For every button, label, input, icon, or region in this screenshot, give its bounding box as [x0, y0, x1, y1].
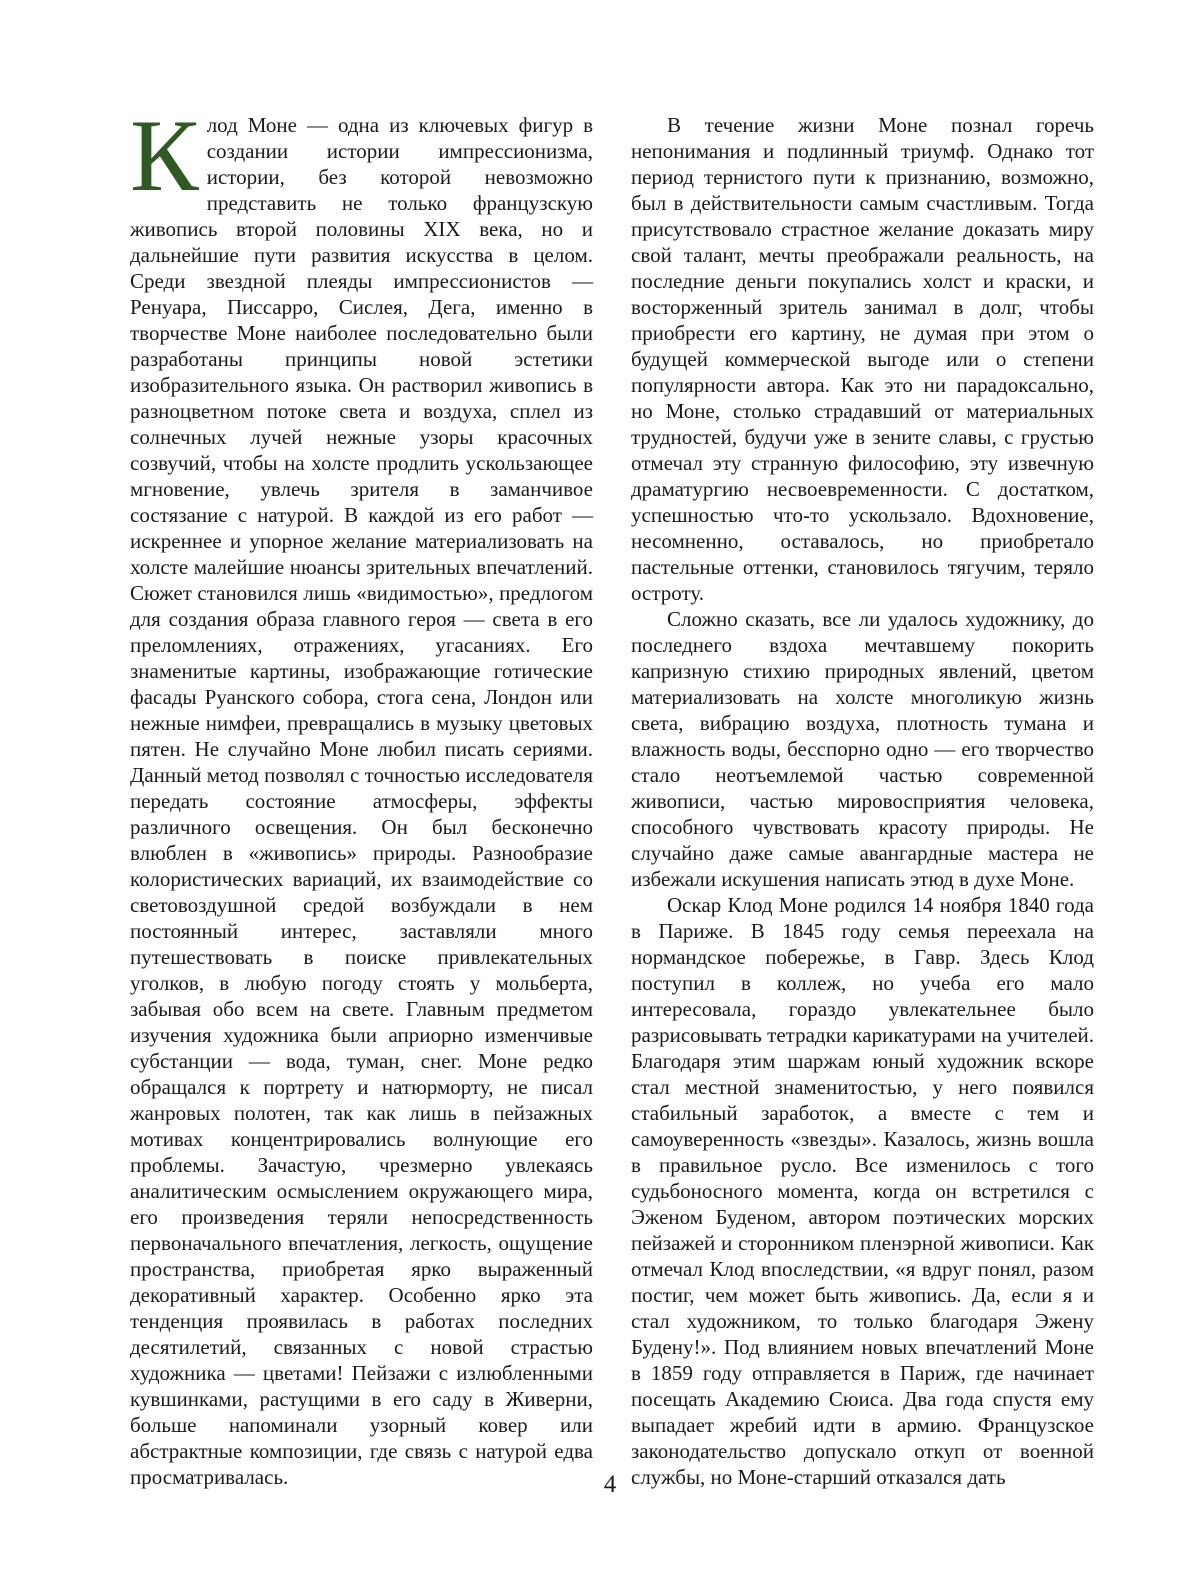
paragraph-biography: Оскар Клод Моне родился 14 ноября 1840 года в Париже. В 1845 году семья переехала на нормандское побережье, в Гавр. Здесь Клод поступил в коллеж, но учеба его мало интересовала, гораздо увлекательнее было разрисовывать тетрадки карикатурами на учителей. Благодаря этим шаржам юный художник вскоре стал местной знаменитостью, у него появился стабильный заработок, а вместе с тем и самоуверенность «звезды». Казалось, жизнь вошла в правильное русло. Все изменилось с того судьбоносного момента, когда он встретился с Эженом Буденом, автором поэтических морских пейзажей и сторонником пленэрной живописи. Как отмечал Клод впоследствии, «я вдруг понял, разом постиг, чем может быть живопись. Да, если я и стал художником, то только благодаря Эжену Будену!». Под влиянием новых впечатлений Моне в 1859 году отправляется в Париж, где начинает посещать Академию Сюиса. Два года спустя ему выпадает жребий идти в армию. Французское законодательство допускало откуп от военной службы, но Моне-старший отказался дать — [631, 893, 1094, 1489]
paragraph-legacy: Сложно сказать, все ли удалось художнику, до последнего вздоха мечтавшему покорить капризную стихию природных явлений, цветом материализовать на холсте многоликую жизнь света, вибрацию воздуха, плотность тумана и влажность воды, бесспорно одно — его творчество стало неотъемлемой частью современной живописи, частью мировосприятия человека, способного чувствовать красоту природы. Не случайно даже самые авангардные мастера не избежали искушения написать этюд в духе Моне. — [631, 607, 1094, 891]
left-column — [130, 99, 593, 1490]
page-number: 4 — [603, 1471, 617, 1498]
intro-paragraph-text: лод Моне — одна из ключевых фигур в создании истории импрессионизма, истории, без которой невозможно представить не только французскую живопись второй половины XIX века, но и дальнейшие пути развития искусства в целом. Среди звездной плеяды импрессионистов — Ренуара, Писсарро, Сислея, Дега, именно в творчестве Моне наиболее последовательно были разработаны принципы новой эстетики изобразительного языка. Он растворил живопись в разноцветном потоке света и воздуха, сплел из солнечных лучей нежные узоры красочных созвучий, чтобы на холсте продлить ускользающее мгновение, увлечь зрителя в заманчивое состязание с натурой. В каждой из его работ — искреннее и упорное желание материализовать на холсте малейшие нюансы зрительных впечатлений. Сюжет становился лишь «видимостью», предлогом для создания образа главного героя — света в его преломлениях, отражениях, угасаниях. Его знаменитые картины, изображающие готические фасады Руанского собора, стога сена, Лондон или нежные нимфеи, превращались в музыку цветовых пятен. Не случайно Моне любил писать сериями. Данный метод позволял с точностью исследователя передать состояние атмосферы, эффекты различного освещения. Он был бесконечно влюблен в «живопись» природы. Разнообразие колористических вариаций, их взаимодействие со световоздушной средой возбуждали в нем постоянный интерес, заставляли много путешествовать в поиске привлекательных уголков, в любую погоду стоять у мольберта, забывая обо всем на свете. Главным предметом изучения художника были априорно изменчивые субстанции — вода, туман, снег. Моне редко обращался к портрету и натюрморту, не писал жанровых полотен, так как лишь в пейзажных мотивах концентрировались волнующие его проблемы. Зачастую, чрезмерно увлекаясь аналитическим осмыслением окружающего мира, его произведения теряли непосредственность первоначального впечатления, легкость, ощущение пространства, приобретая ярко выраженный декоративный характер. Особенно ярко эта тенденция проявилась в работах последних десятилетий, связанных с новой страстью художника — цветами! Пейзажи с излюбленными кувшинками, растущими в его саду в Живерни, больше напоминали узорный ковер или абстрактные композиции, где связь с натурой едва просматривалась. — [130, 113, 593, 1489]
intro-paragraph — [130, 99, 593, 1490]
drop-cap: К — [130, 99, 199, 213]
right-column — [631, 112, 1094, 1490]
paragraph-fame: В течение жизни Моне познал горечь непонимания и подлинный триумф. Однако тот период тернистого пути к признанию, возможно, был в действительности самым счастливым. Тогда присутствовало страстное желание доказать миру свой талант, мечты преображали реальность, на последние деньги покупались холст и краски, и восторженный зритель занимал в долг, чтобы приобрести его картину, не думая при этом о будущей коммерческой выгоде или о степени популярности автора. Как это ни парадоксально, но Моне, столько страдавший от материальных трудностей, будучи уже в зените славы, с грустью отмечал эту странную философию, эту извечную драматургию несвоевременности. С достатком, успешностью что-то ускользало. Вдохновение, несомненно, оставалось, но приобретало пастельные оттенки, становилось тягучим, теряло остроту. — [631, 113, 1094, 605]
